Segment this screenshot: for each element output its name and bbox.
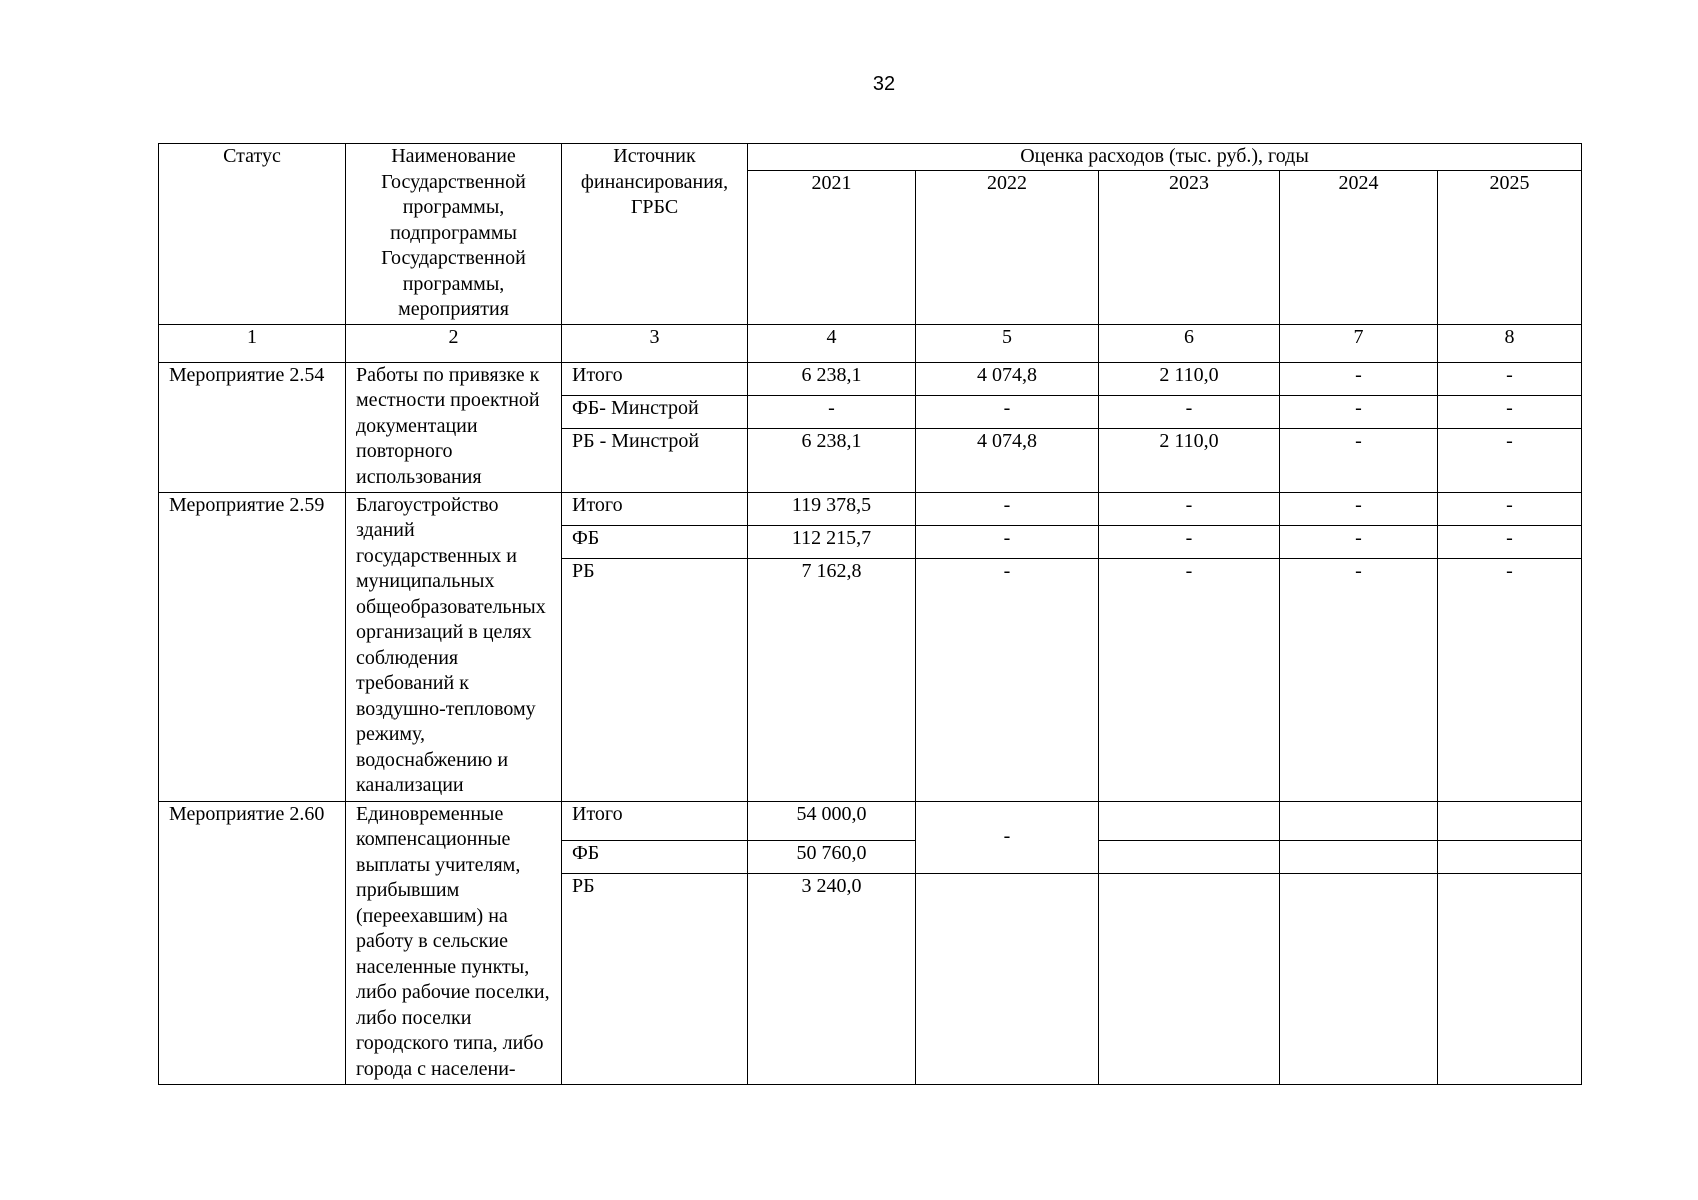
value-cell: - (1099, 558, 1280, 801)
funding-source: ФБ (562, 840, 748, 873)
funding-source: Итого (562, 362, 748, 395)
funding-source: Итого (562, 492, 748, 525)
header-year: 2025 (1438, 170, 1582, 324)
value-cell: 7 162,8 (748, 558, 916, 801)
funding-source: РБ (562, 558, 748, 801)
value-cell: - (1438, 428, 1582, 492)
header-year: 2024 (1280, 170, 1438, 324)
column-number: 3 (562, 324, 748, 362)
value-cell (1280, 873, 1438, 1084)
value-cell: 3 240,0 (748, 873, 916, 1084)
column-number: 7 (1280, 324, 1438, 362)
value-cell: - (748, 395, 916, 428)
value-cell: - (1280, 428, 1438, 492)
value-cell: 2 110,0 (1099, 428, 1280, 492)
value-cell: - (916, 492, 1099, 525)
funding-source: ФБ- Минстрой (562, 395, 748, 428)
funding-source: ФБ (562, 525, 748, 558)
header-estimate: Оценка расходов (тыс. руб.), годы (748, 144, 1582, 171)
value-cell: 112 215,7 (748, 525, 916, 558)
page-number: 32 (872, 73, 896, 95)
value-cell: - (1438, 362, 1582, 395)
measure-name: Единовременные компенсационные выплаты учителям, прибывшим (переехавшим) на работу в сельские населенные пункты, либо рабочие поселки, либо поселки городского типа, либо города с населени- (346, 801, 562, 1084)
value-cell: 2 110,0 (1099, 362, 1280, 395)
value-cell: - (1280, 395, 1438, 428)
measure-name: Благоустройство зданий государственных и муниципальных общеобразовательных организаций в целях соблюдения требований к воздушно-тепловому режиму, водоснабжению и канализации (346, 492, 562, 801)
value-cell: - (1438, 492, 1582, 525)
value-cell: 4 074,8 (916, 362, 1099, 395)
header-year: 2021 (748, 170, 916, 324)
header-source: Источник финансирования, ГРБС (562, 144, 748, 325)
value-cell: - (1280, 525, 1438, 558)
column-number: 8 (1438, 324, 1582, 362)
header-year: 2023 (1099, 170, 1280, 324)
value-cell: - (1280, 558, 1438, 801)
funding-source: Итого (562, 801, 748, 840)
value-cell: - (916, 395, 1099, 428)
budget-table (158, 143, 1582, 1085)
column-number: 6 (1099, 324, 1280, 362)
value-cell (1280, 840, 1438, 873)
value-cell: 6 238,1 (748, 428, 916, 492)
value-cell: 54 000,0 (748, 801, 916, 840)
column-number: 5 (916, 324, 1099, 362)
value-cell: - (1099, 525, 1280, 558)
column-number: 2 (346, 324, 562, 362)
value-cell (1438, 801, 1582, 840)
value-cell: - (1438, 558, 1582, 801)
header-name: Наименование Государственной программы, подпрограммы Государственной программы, мероприятия (346, 144, 562, 325)
value-cell: - (1280, 492, 1438, 525)
value-cell (916, 873, 1099, 1084)
value-cell (1438, 840, 1582, 873)
value-cell: 4 074,8 (916, 428, 1099, 492)
value-cell (1099, 840, 1280, 873)
value-cell: - (1099, 492, 1280, 525)
value-cell (1280, 801, 1438, 840)
measure-status: Мероприятие 2.59 (159, 492, 346, 801)
value-cell: 50 760,0 (748, 840, 916, 873)
funding-source: РБ - Минстрой (562, 428, 748, 492)
column-number: 4 (748, 324, 916, 362)
funding-source: РБ (562, 873, 748, 1084)
value-cell: 119 378,5 (748, 492, 916, 525)
header-status: Статус (159, 144, 346, 325)
value-cell: - (916, 558, 1099, 801)
value-cell (1099, 873, 1280, 1084)
measure-name: Работы по привязке к местности проектной документации повторного использования (346, 362, 562, 492)
header-year: 2022 (916, 170, 1099, 324)
measure-status: Мероприятие 2.60 (159, 801, 346, 1084)
value-cell: - (1099, 395, 1280, 428)
value-cell: 6 238,1 (748, 362, 916, 395)
value-cell (1099, 801, 1280, 840)
value-cell: - (1438, 525, 1582, 558)
value-cell: - (1280, 362, 1438, 395)
value-cell: - (916, 525, 1099, 558)
value-cell (1438, 873, 1582, 1084)
value-cell: - (1438, 395, 1582, 428)
column-number: 1 (159, 324, 346, 362)
value-cell: - (916, 801, 1099, 873)
measure-status: Мероприятие 2.54 (159, 362, 346, 492)
